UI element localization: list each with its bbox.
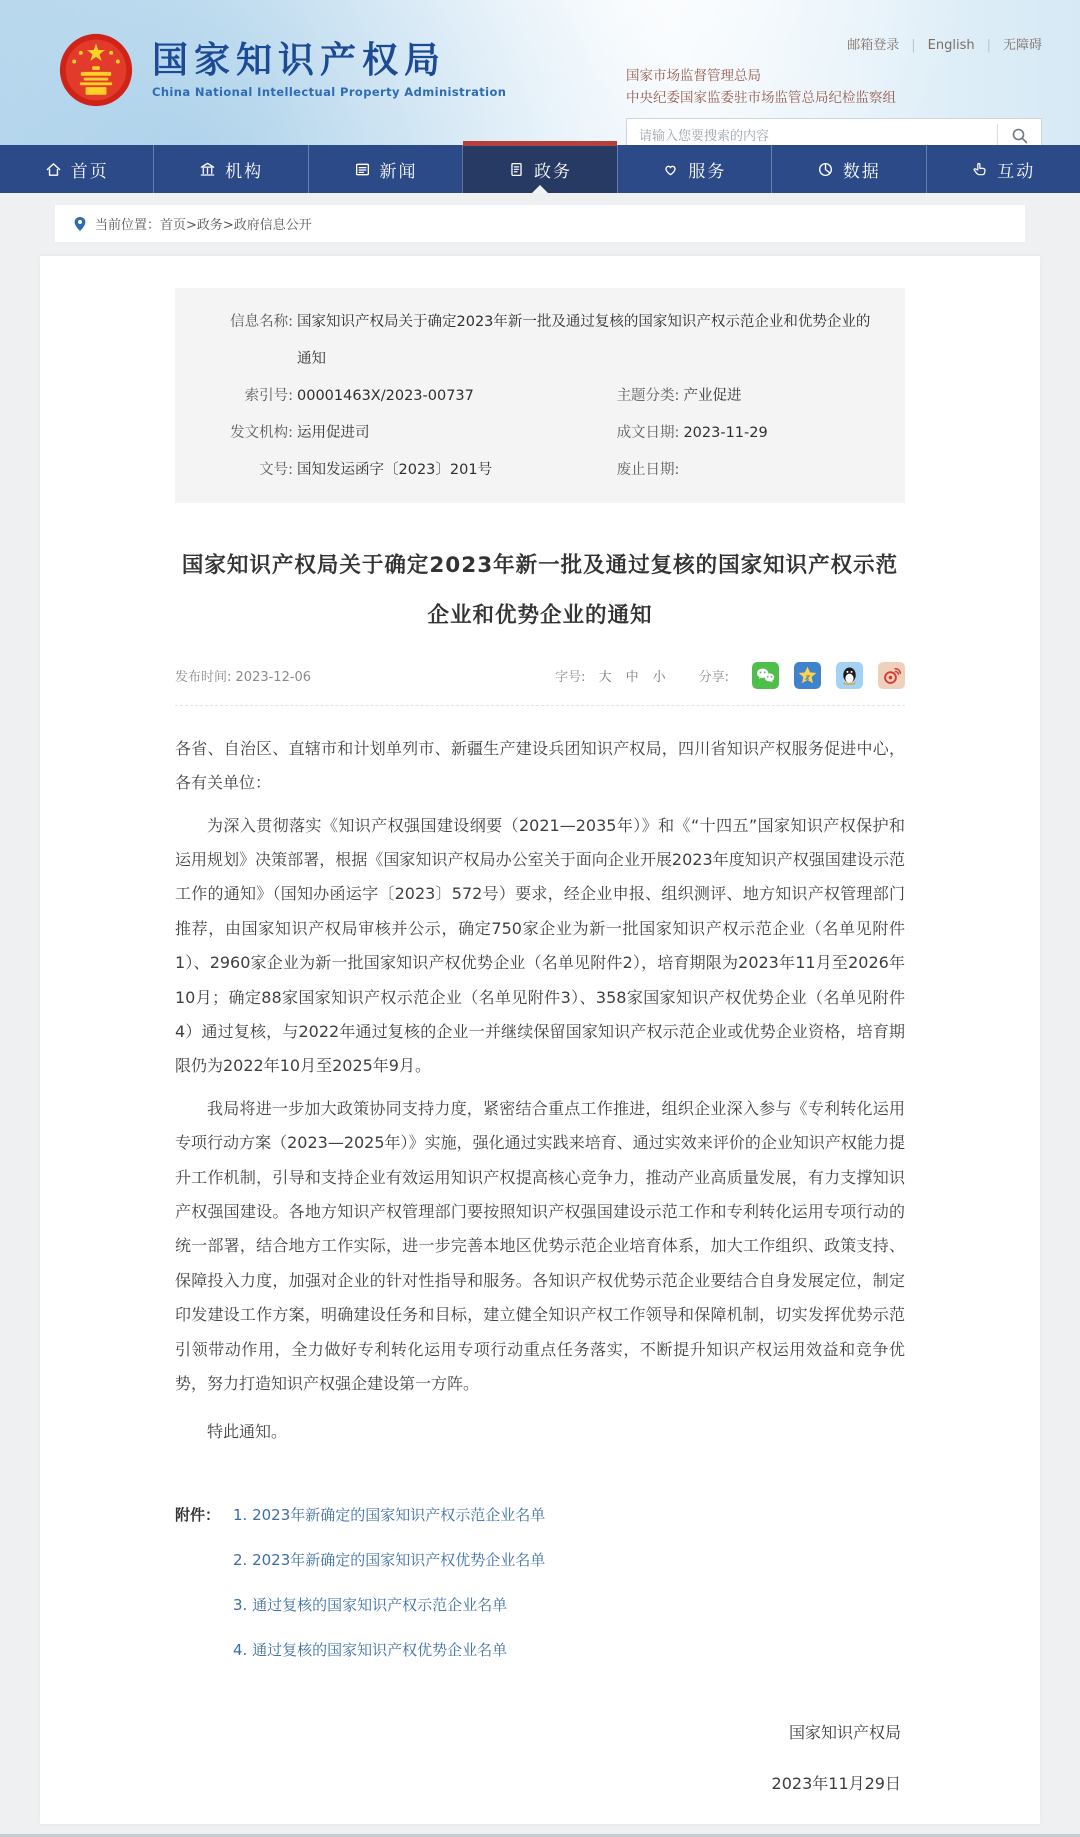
samr-link[interactable]: 国家市场监督管理总局 bbox=[626, 68, 761, 84]
nav-label: 政务 bbox=[533, 161, 572, 182]
search-icon bbox=[1011, 127, 1029, 145]
main-nav bbox=[0, 145, 1080, 193]
article-meta-row bbox=[175, 662, 905, 706]
service-heart-icon bbox=[662, 161, 679, 178]
share-icons bbox=[737, 662, 905, 689]
doc-info-row-2 bbox=[201, 378, 879, 415]
nav-label: 首页 bbox=[70, 161, 109, 182]
document-icon bbox=[508, 161, 525, 178]
news-icon bbox=[354, 161, 371, 178]
doc-topic-label: 主题分类: bbox=[616, 387, 680, 404]
nav-item-service[interactable] bbox=[617, 145, 771, 193]
attachment-row bbox=[175, 1639, 905, 1660]
doc-index-value: 00001463X/2023-00737 bbox=[297, 387, 474, 404]
font-size-label: 字号: bbox=[555, 669, 586, 685]
weibo-share-icon[interactable] bbox=[878, 662, 905, 689]
site-logo[interactable] bbox=[58, 32, 506, 108]
logo-text bbox=[152, 41, 506, 99]
nav-label: 数据 bbox=[842, 161, 881, 182]
breadcrumb-path[interactable]: 首页>政务>政府信息公开 bbox=[160, 218, 312, 233]
nav-item-org[interactable] bbox=[153, 145, 307, 193]
signature-date: 2023年11月29日 bbox=[771, 1774, 901, 1794]
divider: | bbox=[911, 38, 916, 53]
english-link[interactable]: English bbox=[927, 38, 975, 53]
attachments-label: 附件： bbox=[175, 1506, 221, 1525]
doc-name-label: 信息名称: bbox=[230, 314, 293, 330]
nav-label: 互动 bbox=[997, 161, 1036, 182]
top-links bbox=[642, 34, 1042, 53]
search-input[interactable] bbox=[627, 119, 997, 145]
attachment-link-1[interactable]: 1. 2023年新确定的国家知识产权示范企业名单 bbox=[233, 1506, 546, 1525]
signature-org: 国家知识产权局 bbox=[788, 1723, 901, 1743]
doc-repeal-date-label: 废止日期: bbox=[616, 461, 680, 478]
divider: | bbox=[986, 38, 991, 53]
doc-info-row-4 bbox=[201, 452, 879, 489]
paragraph-salutation: 各省、自治区、直辖市和计划单列市、新疆生产建设兵团知识产权局，四川省知识产权服务促进中心，各有关单位： bbox=[175, 738, 905, 793]
attachment-row bbox=[175, 1549, 905, 1570]
bank-icon bbox=[199, 161, 216, 178]
site-title: 国家知识产权局 bbox=[152, 40, 447, 82]
site-subtitle: China National Intellectual Property Administration bbox=[152, 84, 507, 99]
attachment-link-4[interactable]: 4. 通过复核的国家知识产权优势企业名单 bbox=[233, 1641, 508, 1660]
doc-issuer-label: 发文机构: bbox=[230, 424, 293, 441]
nav-item-government-affairs[interactable] bbox=[462, 145, 616, 193]
nav-label: 新闻 bbox=[379, 161, 418, 182]
attachment-link-2[interactable]: 2. 2023年新确定的国家知识产权优势企业名单 bbox=[233, 1551, 546, 1570]
nav-item-interact[interactable] bbox=[926, 145, 1080, 193]
qq-share-icon[interactable] bbox=[836, 662, 863, 689]
mail-login-link[interactable]: 邮箱登录 bbox=[847, 38, 900, 53]
notice-end: 特此通知。 bbox=[207, 1422, 288, 1442]
doc-issuer-value: 运用促进司 bbox=[297, 424, 370, 441]
paragraph-2: 我局将进一步加大政策协同支持力度，紧密结合重点工作推进，组织企业深入参与《专利转化运用专项行动方案（2023—2025年）》实施，强化通过实践来培育、通过实效来评价的企业知识产权能力提升工作机制，引导和支持企业有效运用知识产权提高核心竞争力，推动产业高质量发展，有力支撑知识产权强国建设。各地方知识产权管理部门要按照知识产权强国建设示范工作和专利转化运用专项行动的统一部署，结合地方工作实际，进一步完善本地区优势示范企业培育体系，加大工作组织、政策支持、保障投入力度，加强对企业的针对性指导和服务。各知识产权优势示范企业要结合自身发展定位，制定印发建设工作方案，明确建设任务和目标，建立健全知识产权工作领导和保障机制，切实发挥优势示范引领带动作用，全力做好专利转化运用专项行动重点任务落实，不断提升知识产权运用效益和竞争优势，努力打造知识产权强企建设第一方阵。 bbox=[175, 1098, 905, 1393]
page-title: 国家知识产权局关于确定2023年新一批及通过复核的国家知识产权示范企业和优势企业的通知 bbox=[181, 552, 899, 629]
doc-topic-value: 产业促进 bbox=[683, 387, 742, 404]
font-size-medium-button[interactable]: 中 bbox=[625, 669, 639, 685]
nav-item-data[interactable] bbox=[771, 145, 925, 193]
attachment-link-3[interactable]: 3. 通过复核的国家知识产权示范企业名单 bbox=[233, 1596, 508, 1615]
doc-index-label: 索引号: bbox=[244, 387, 293, 404]
doc-info-row-name bbox=[201, 304, 879, 378]
attachment-row bbox=[175, 1504, 905, 1525]
nav-label: 机构 bbox=[225, 161, 264, 182]
doc-repeal-date-value bbox=[679, 452, 683, 489]
site-header bbox=[0, 0, 1080, 145]
national-emblem-icon bbox=[58, 32, 134, 108]
attachments bbox=[175, 1504, 905, 1660]
doc-number-value: 国知发运函字〔2023〕201号 bbox=[297, 461, 493, 478]
breadcrumb-label: 当前位置： bbox=[95, 218, 161, 233]
doc-info-table bbox=[175, 288, 905, 503]
nav-item-news[interactable] bbox=[308, 145, 462, 193]
breadcrumb bbox=[55, 205, 1025, 242]
font-size-small-button[interactable]: 小 bbox=[652, 669, 666, 685]
font-size-large-button[interactable]: 大 bbox=[598, 669, 612, 685]
doc-info-row-3 bbox=[201, 415, 879, 452]
header-right bbox=[626, 34, 1042, 145]
paragraph-1: 为深入贯彻落实《知识产权强国建设纲要（2021—2035年）》和《“十四五”国家知识产权保护和运用规划》决策部署，根据《国家知识产权局办公室关于面向企业开展2023年度知识产权强国建设示范工作的通知》（国知办函运字〔2023〕572号）要求，经企业申报、组织测评、地方知识产权管理部门推荐，由国家知识产权局审核并公示，确定750家企业为新一批国家知识产权示范企业（名单见附件1）、2960家企业为新一批国家知识产权优势企业（名单见附件2），培育期限为2023年11月至2026年10月；确定88家国家知识产权示范企业（名单见附件3）、358家国家知识产权优势企业（名单见附件4）通过复核，与2022年通过复核的企业一并继续保留国家知识产权示范企业或优势企业资格，培育期限仍为2022年10月至2025年9月。 bbox=[175, 815, 905, 1076]
content-card bbox=[40, 256, 1040, 1824]
location-pin-icon bbox=[73, 216, 87, 232]
search-box bbox=[626, 118, 1042, 145]
home-icon bbox=[45, 161, 62, 178]
doc-written-date-label: 成文日期: bbox=[616, 424, 680, 441]
hand-pointer-icon bbox=[971, 161, 988, 178]
publish-time-label: 发布时间: bbox=[175, 669, 232, 685]
nav-label: 服务 bbox=[688, 161, 727, 182]
accessibility-link[interactable]: 无障碍 bbox=[1002, 38, 1042, 53]
qzone-share-icon[interactable] bbox=[794, 662, 821, 689]
attachment-row bbox=[175, 1594, 905, 1615]
discipline-inspection-link[interactable]: 中央纪委国家监委驻市场监管总局纪检监察组 bbox=[626, 89, 896, 106]
nav-item-home[interactable] bbox=[0, 145, 153, 193]
agency-links bbox=[626, 66, 1042, 109]
wechat-share-icon[interactable] bbox=[752, 662, 779, 689]
doc-name-value: 国家知识产权局关于确定2023年新一批及通过复核的国家知识产权示范企业和优势企业的通知 bbox=[297, 314, 871, 367]
article-body bbox=[175, 732, 905, 1401]
search-button[interactable] bbox=[997, 124, 1041, 145]
pie-chart-icon bbox=[817, 161, 834, 178]
share-label: 分享: bbox=[698, 669, 729, 685]
signature-block bbox=[175, 1720, 905, 1794]
publish-time bbox=[175, 666, 555, 685]
doc-number-label: 文号: bbox=[259, 461, 293, 478]
doc-written-date-value: 2023-11-29 bbox=[683, 424, 768, 441]
publish-time-value: 2023-12-06 bbox=[235, 669, 312, 685]
